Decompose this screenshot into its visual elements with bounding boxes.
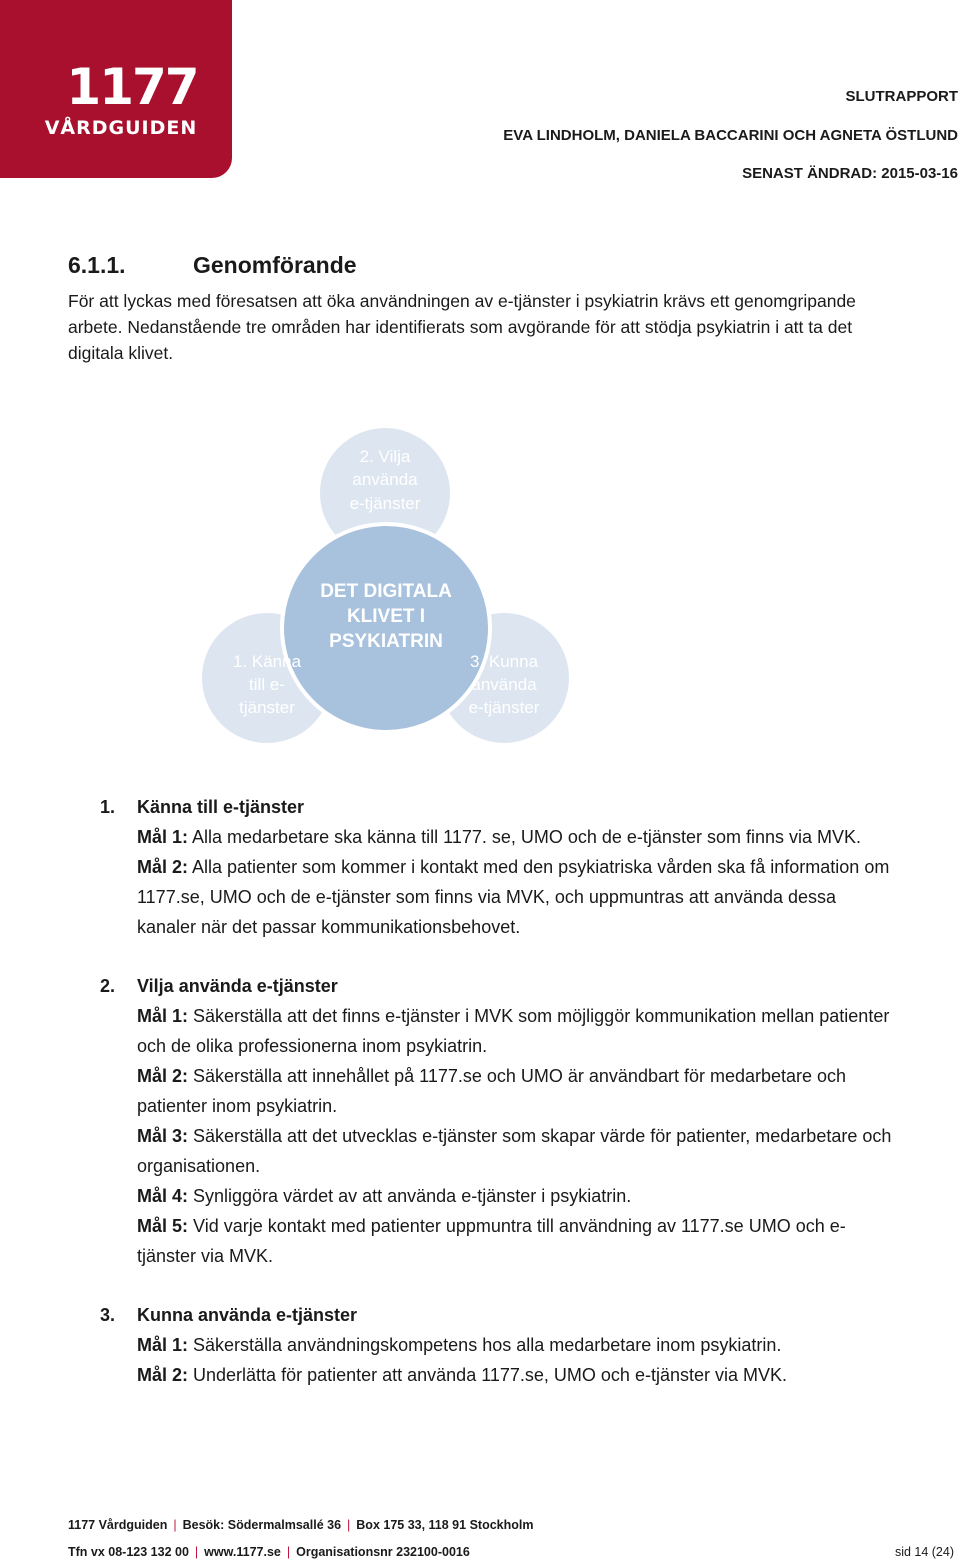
goal-item — [137, 822, 900, 852]
goal-label: Mål 4: — [137, 1186, 189, 1206]
footer-phone: Tfn vx 08-123 132 00 — [68, 1545, 189, 1559]
goal-title: Känna till e-tjänster — [137, 797, 305, 817]
logo-number: 1177 — [66, 58, 198, 116]
top-line-3: e-tjänster — [349, 494, 421, 513]
goal-number: 2. — [100, 976, 116, 996]
goal-label: Mål 3: — [137, 1126, 189, 1146]
footer-visit: Besök: Södermalmsallé 36 — [182, 1518, 342, 1532]
goal-text: Säkerställa användningskompetens hos alla medarbetare inom psykiatrin. — [188, 1335, 782, 1355]
footer-contact — [68, 1545, 954, 1559]
footer-separator: | — [173, 1518, 177, 1532]
goal-label: Mål 1: — [137, 1006, 189, 1026]
right-line-3: e-tjänster — [468, 698, 540, 717]
goal-label: Mål 2: — [137, 1365, 189, 1385]
footer-separator: | — [286, 1545, 291, 1559]
goals-list — [100, 792, 900, 1419]
goal-label: Mål 5: — [137, 1216, 189, 1236]
goal-text: Vid varje kontakt med patienter uppmuntra till användning av 1177.se UMO och e-tjänster via MVK. — [137, 1216, 846, 1266]
goal-item — [137, 852, 900, 942]
circle-center — [282, 524, 490, 732]
section-title: Genomförande — [193, 252, 357, 278]
left-line-1: 1. Känna — [232, 652, 302, 671]
center-line-3: PSYKIATRIN — [329, 631, 443, 652]
goal-text: Alla medarbetare ska känna till 1177. se, UMO och de e-tjänster som finns via MVK. — [188, 827, 861, 847]
footer-separator: | — [347, 1518, 351, 1532]
section-number: 6.1.1. — [68, 252, 126, 278]
footer-orgnr: Organisationsnr 232100-0016 — [296, 1545, 470, 1559]
goal-text: Synliggöra värdet av att använda e-tjänster i psykiatrin. — [188, 1186, 632, 1206]
goal-heading — [100, 971, 900, 1001]
goal-section-2 — [100, 971, 900, 1271]
goal-item — [137, 1121, 900, 1181]
footer-web-link[interactable]: www.1177.se — [204, 1545, 281, 1559]
logo-name: VÅRDGUIDEN — [44, 117, 198, 139]
page-number: sid 14 (24) — [894, 1545, 954, 1559]
goal-item — [137, 1211, 900, 1271]
goal-label: Mål 1: — [137, 827, 189, 847]
goal-text: Alla patienter som kommer i kontakt med den psykiatriska vården ska få information om 1177.se, UMO och de e-tjänster som finns via MVK, och uppmuntras att använda dessa kanaler när det passar kommunikationsbehovet. — [137, 857, 890, 937]
goal-text: Säkerställa att innehållet på 1177.se och UMO är användbart för medarbetare och patienter inom psykiatrin. — [137, 1066, 847, 1116]
last-changed: SENAST ÄNDRAD: 2015-03-16 — [742, 165, 958, 182]
goal-item — [137, 1001, 900, 1061]
goal-section-1 — [100, 792, 900, 942]
left-line-3: tjänster — [239, 698, 295, 717]
right-line-2: använda — [471, 675, 537, 694]
center-line-2: KLIVET I — [346, 606, 426, 627]
digital-step-diagram — [190, 425, 590, 755]
top-line-1: 2. Vilja — [359, 447, 411, 466]
goal-text: Underlätta för patienter att använda 1177.se, UMO och e-tjänster via MVK. — [188, 1365, 787, 1385]
goal-label: Mål 2: — [137, 1066, 189, 1086]
goal-item — [137, 1061, 900, 1121]
report-authors: EVA LINDHOLM, DANIELA BACCARINI OCH AGNETA ÖSTLUND — [503, 127, 958, 144]
vardguiden-logo — [0, 0, 232, 178]
footer-address — [68, 1518, 533, 1532]
goal-label: Mål 1: — [137, 1335, 189, 1355]
top-line-2: använda — [352, 470, 418, 489]
goal-label: Mål 2: — [137, 857, 189, 877]
goal-number: 1. — [100, 797, 116, 817]
right-line-1: 3. Kunna — [469, 652, 539, 671]
section-intro: För att lyckas med föresatsen att öka användningen av e-tjänster i psykiatrin krävs ett genomgripande arbete. Nedanstående tre områden har identifierats som avgörande för att stödja psykiatrin i att ta det digitala klivet. — [68, 291, 856, 363]
report-type: SLUTRAPPORT — [845, 88, 958, 105]
goal-item — [137, 1181, 900, 1211]
goal-heading — [100, 1300, 900, 1330]
goal-text: Säkerställa att det finns e-tjänster i MVK som möjliggör kommunikation mellan patienter och de olika professionerna inom psykiatrin. — [137, 1006, 890, 1056]
left-line-2: till e- — [249, 675, 285, 694]
footer-org: 1177 Vårdguiden — [68, 1518, 168, 1532]
goal-title: Kunna använda e-tjänster — [137, 1305, 358, 1325]
goal-section-3 — [100, 1300, 900, 1390]
goal-heading — [100, 792, 900, 822]
goal-title: Vilja använda e-tjänster — [137, 976, 338, 996]
footer-box: Box 175 33, 118 91 Stockholm — [356, 1518, 534, 1532]
center-line-1: DET DIGITALA — [320, 581, 452, 602]
goal-item — [137, 1360, 900, 1390]
goal-number: 3. — [100, 1305, 116, 1325]
goal-item — [137, 1330, 900, 1360]
footer-separator: | — [194, 1545, 199, 1559]
goal-text: Säkerställa att det utvecklas e-tjänster som skapar värde för patienter, medarbetare och organisationen. — [137, 1126, 892, 1176]
section-heading — [68, 252, 357, 279]
